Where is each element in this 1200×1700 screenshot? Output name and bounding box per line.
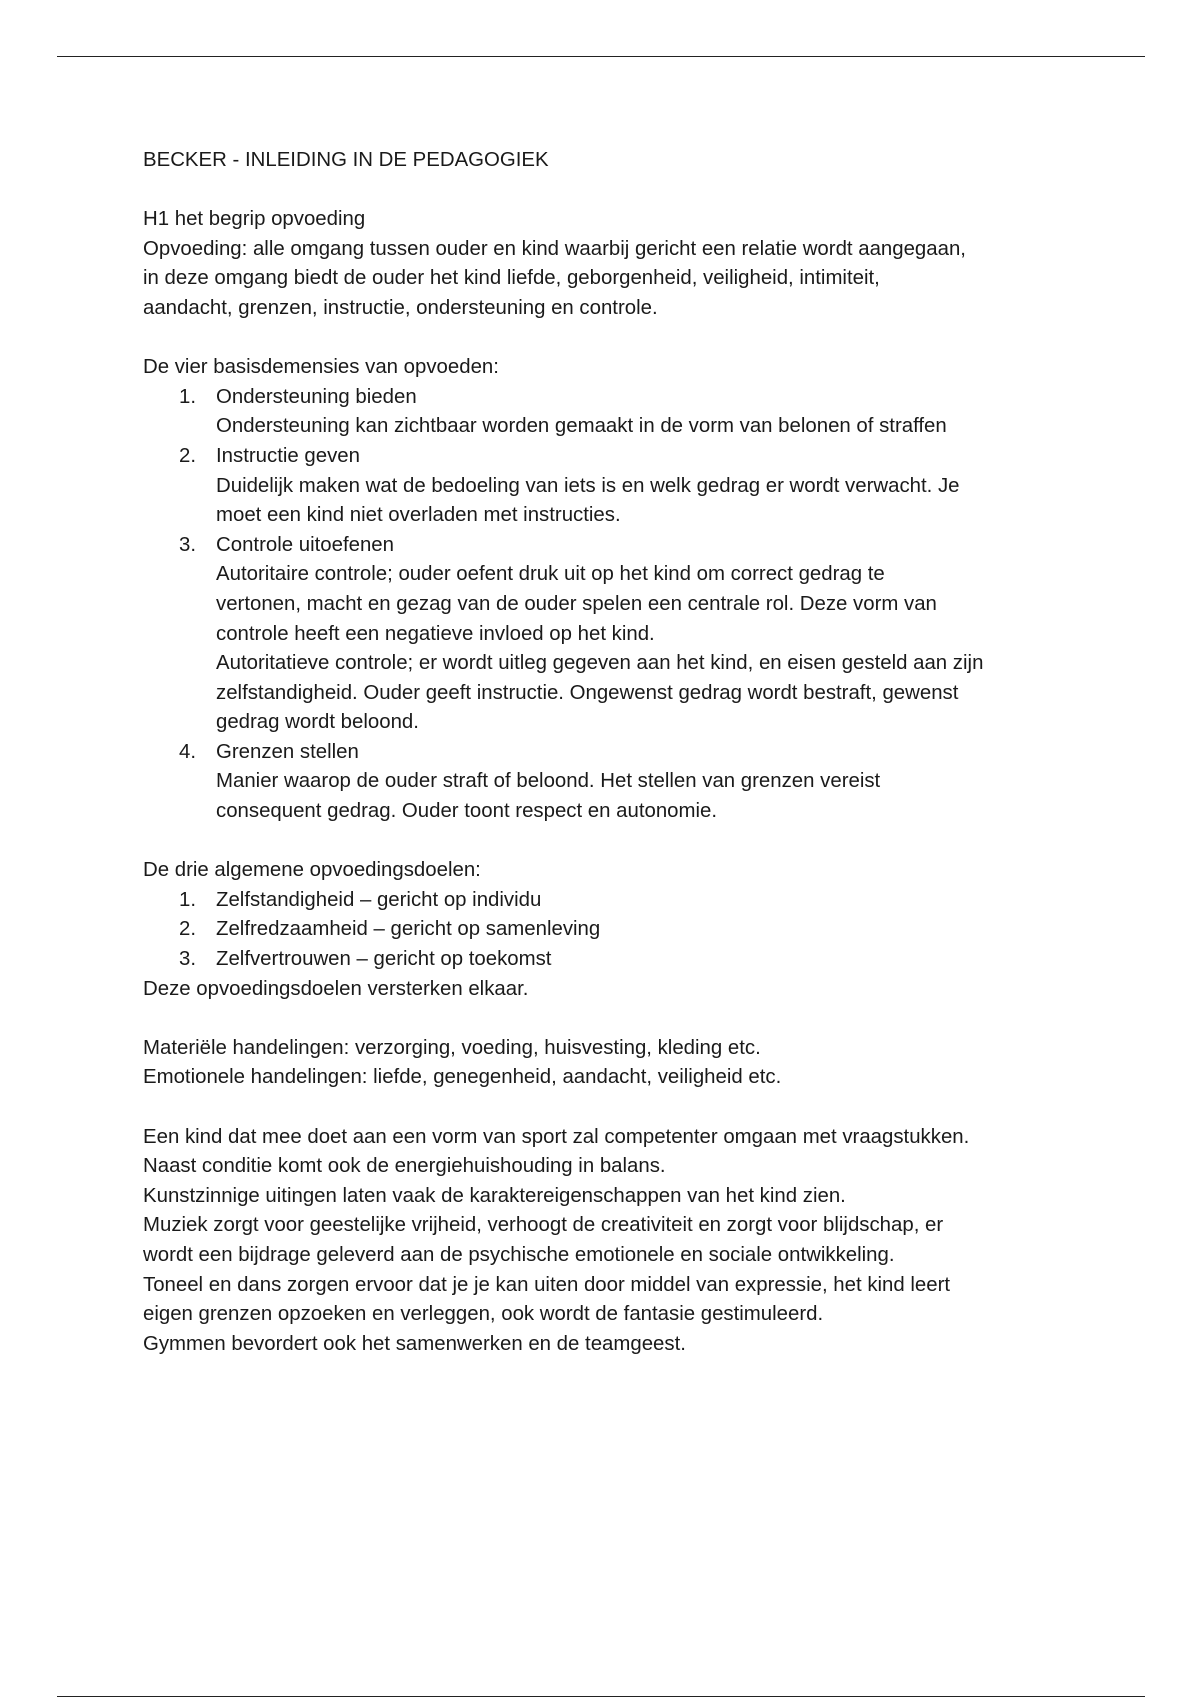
material-actions: Materiële handelingen: verzorging, voeding, huisvesting, kleding etc. bbox=[143, 1036, 761, 1059]
list-number: 2. bbox=[179, 444, 197, 467]
item-title: Instructie geven bbox=[216, 444, 360, 467]
activities-line: Toneel en dans zorgen ervoor dat je je kan uiten door middel van expressie, het kind leert bbox=[143, 1273, 951, 1296]
item-text: vertonen, macht en gezag van de ouder spelen een centrale rol. Deze vorm van bbox=[216, 592, 937, 615]
goals-conclusion: Deze opvoedingsdoelen versterken elkaar. bbox=[143, 977, 529, 1000]
spacer bbox=[143, 176, 1083, 206]
activities-line: Naast conditie komt ook de energiehuishouding in balans. bbox=[143, 1155, 666, 1178]
list-number: 3. bbox=[179, 533, 197, 556]
item-text: gedrag wordt beloond. bbox=[216, 711, 419, 734]
list-item bbox=[143, 531, 1083, 738]
activities-line: Kunstzinnige uitingen laten vaak de karaktereigenschappen van het kind zien. bbox=[143, 1184, 846, 1207]
item-title: Controle uitoefenen bbox=[216, 533, 394, 556]
document-body bbox=[143, 146, 1083, 1359]
spacer bbox=[143, 1004, 1083, 1034]
list-item bbox=[143, 383, 1083, 442]
definition-line: in deze omgang biedt de ouder het kind liefde, geborgenheid, veiligheid, intimiteit, bbox=[143, 267, 880, 290]
item-text: consequent gedrag. Ouder toont respect en autonomie. bbox=[216, 800, 718, 823]
list-number: 1. bbox=[179, 385, 197, 408]
spacer bbox=[143, 324, 1083, 354]
item-text: Autoritaire controle; ouder oefent druk uit op het kind om correct gedrag te bbox=[216, 563, 885, 586]
goals-list bbox=[143, 886, 1083, 975]
spacer bbox=[143, 827, 1083, 857]
list-item bbox=[143, 886, 1083, 916]
dimensions-intro: De vier basisdemensies van opvoeden: bbox=[143, 356, 499, 379]
list-number: 3. bbox=[179, 948, 197, 971]
activities-line: Gymmen bevordert ook het samenwerken en de teamgeest. bbox=[143, 1332, 686, 1355]
list-item bbox=[143, 442, 1083, 531]
activities-line: Muziek zorgt voor geestelijke vrijheid, verhoogt de creativiteit en zorgt voor blijdschap, er bbox=[143, 1214, 944, 1237]
section-heading: H1 het begrip opvoeding bbox=[143, 208, 366, 231]
list-item bbox=[143, 738, 1083, 827]
emotional-actions: Emotionele handelingen: liefde, genegenheid, aandacht, veiligheid etc. bbox=[143, 1066, 782, 1089]
spacer bbox=[143, 1093, 1083, 1123]
item-text: Duidelijk maken wat de bedoeling van iets is en welk gedrag er wordt verwacht. Je bbox=[216, 474, 960, 497]
item-text: Autoritatieve controle; er wordt uitleg gegeven aan het kind, en eisen gesteld aan zijn bbox=[216, 652, 984, 675]
list-number: 4. bbox=[179, 740, 197, 763]
item-text: moet een kind niet overladen met instructies. bbox=[216, 504, 621, 527]
list-item bbox=[143, 915, 1083, 945]
item-text: Zelfredzaamheid – gericht op samenleving bbox=[216, 918, 601, 941]
list-item bbox=[143, 945, 1083, 975]
activities-line: eigen grenzen opzoeken en verleggen, ook wordt de fantasie gestimuleerd. bbox=[143, 1303, 824, 1326]
item-text: Ondersteuning kan zichtbaar worden gemaakt in de vorm van belonen of straffen bbox=[216, 415, 947, 438]
header-rule bbox=[57, 56, 1145, 57]
item-text: Manier waarop de ouder straft of beloond. Het stellen van grenzen vereist bbox=[216, 770, 881, 793]
item-title: Grenzen stellen bbox=[216, 740, 359, 763]
definition-line: Opvoeding: alle omgang tussen ouder en kind waarbij gericht een relatie wordt aangegaan, bbox=[143, 237, 966, 260]
item-title: Ondersteuning bieden bbox=[216, 385, 417, 408]
goals-intro: De drie algemene opvoedingsdoelen: bbox=[143, 859, 481, 882]
document-title: BECKER - INLEIDING IN DE PEDAGOGIEK bbox=[143, 149, 549, 171]
definition-line: aandacht, grenzen, instructie, ondersteuning en controle. bbox=[143, 296, 658, 319]
list-number: 2. bbox=[179, 918, 197, 941]
footer-rule bbox=[57, 1696, 1145, 1697]
dimensions-list bbox=[143, 383, 1083, 827]
activities-line: wordt een bijdrage geleverd aan de psychische emotionele en sociale ontwikkeling. bbox=[143, 1243, 895, 1266]
item-text: controle heeft een negatieve invloed op het kind. bbox=[216, 622, 655, 645]
item-text: zelfstandigheid. Ouder geeft instructie. Ongewenst gedrag wordt bestraft, gewenst bbox=[216, 681, 959, 704]
list-number: 1. bbox=[179, 888, 197, 911]
item-text: Zelfvertrouwen – gericht op toekomst bbox=[216, 948, 552, 971]
item-text: Zelfstandigheid – gericht op individu bbox=[216, 888, 542, 911]
activities-line: Een kind dat mee doet aan een vorm van sport zal competenter omgaan met vraagstukken. bbox=[143, 1125, 970, 1148]
